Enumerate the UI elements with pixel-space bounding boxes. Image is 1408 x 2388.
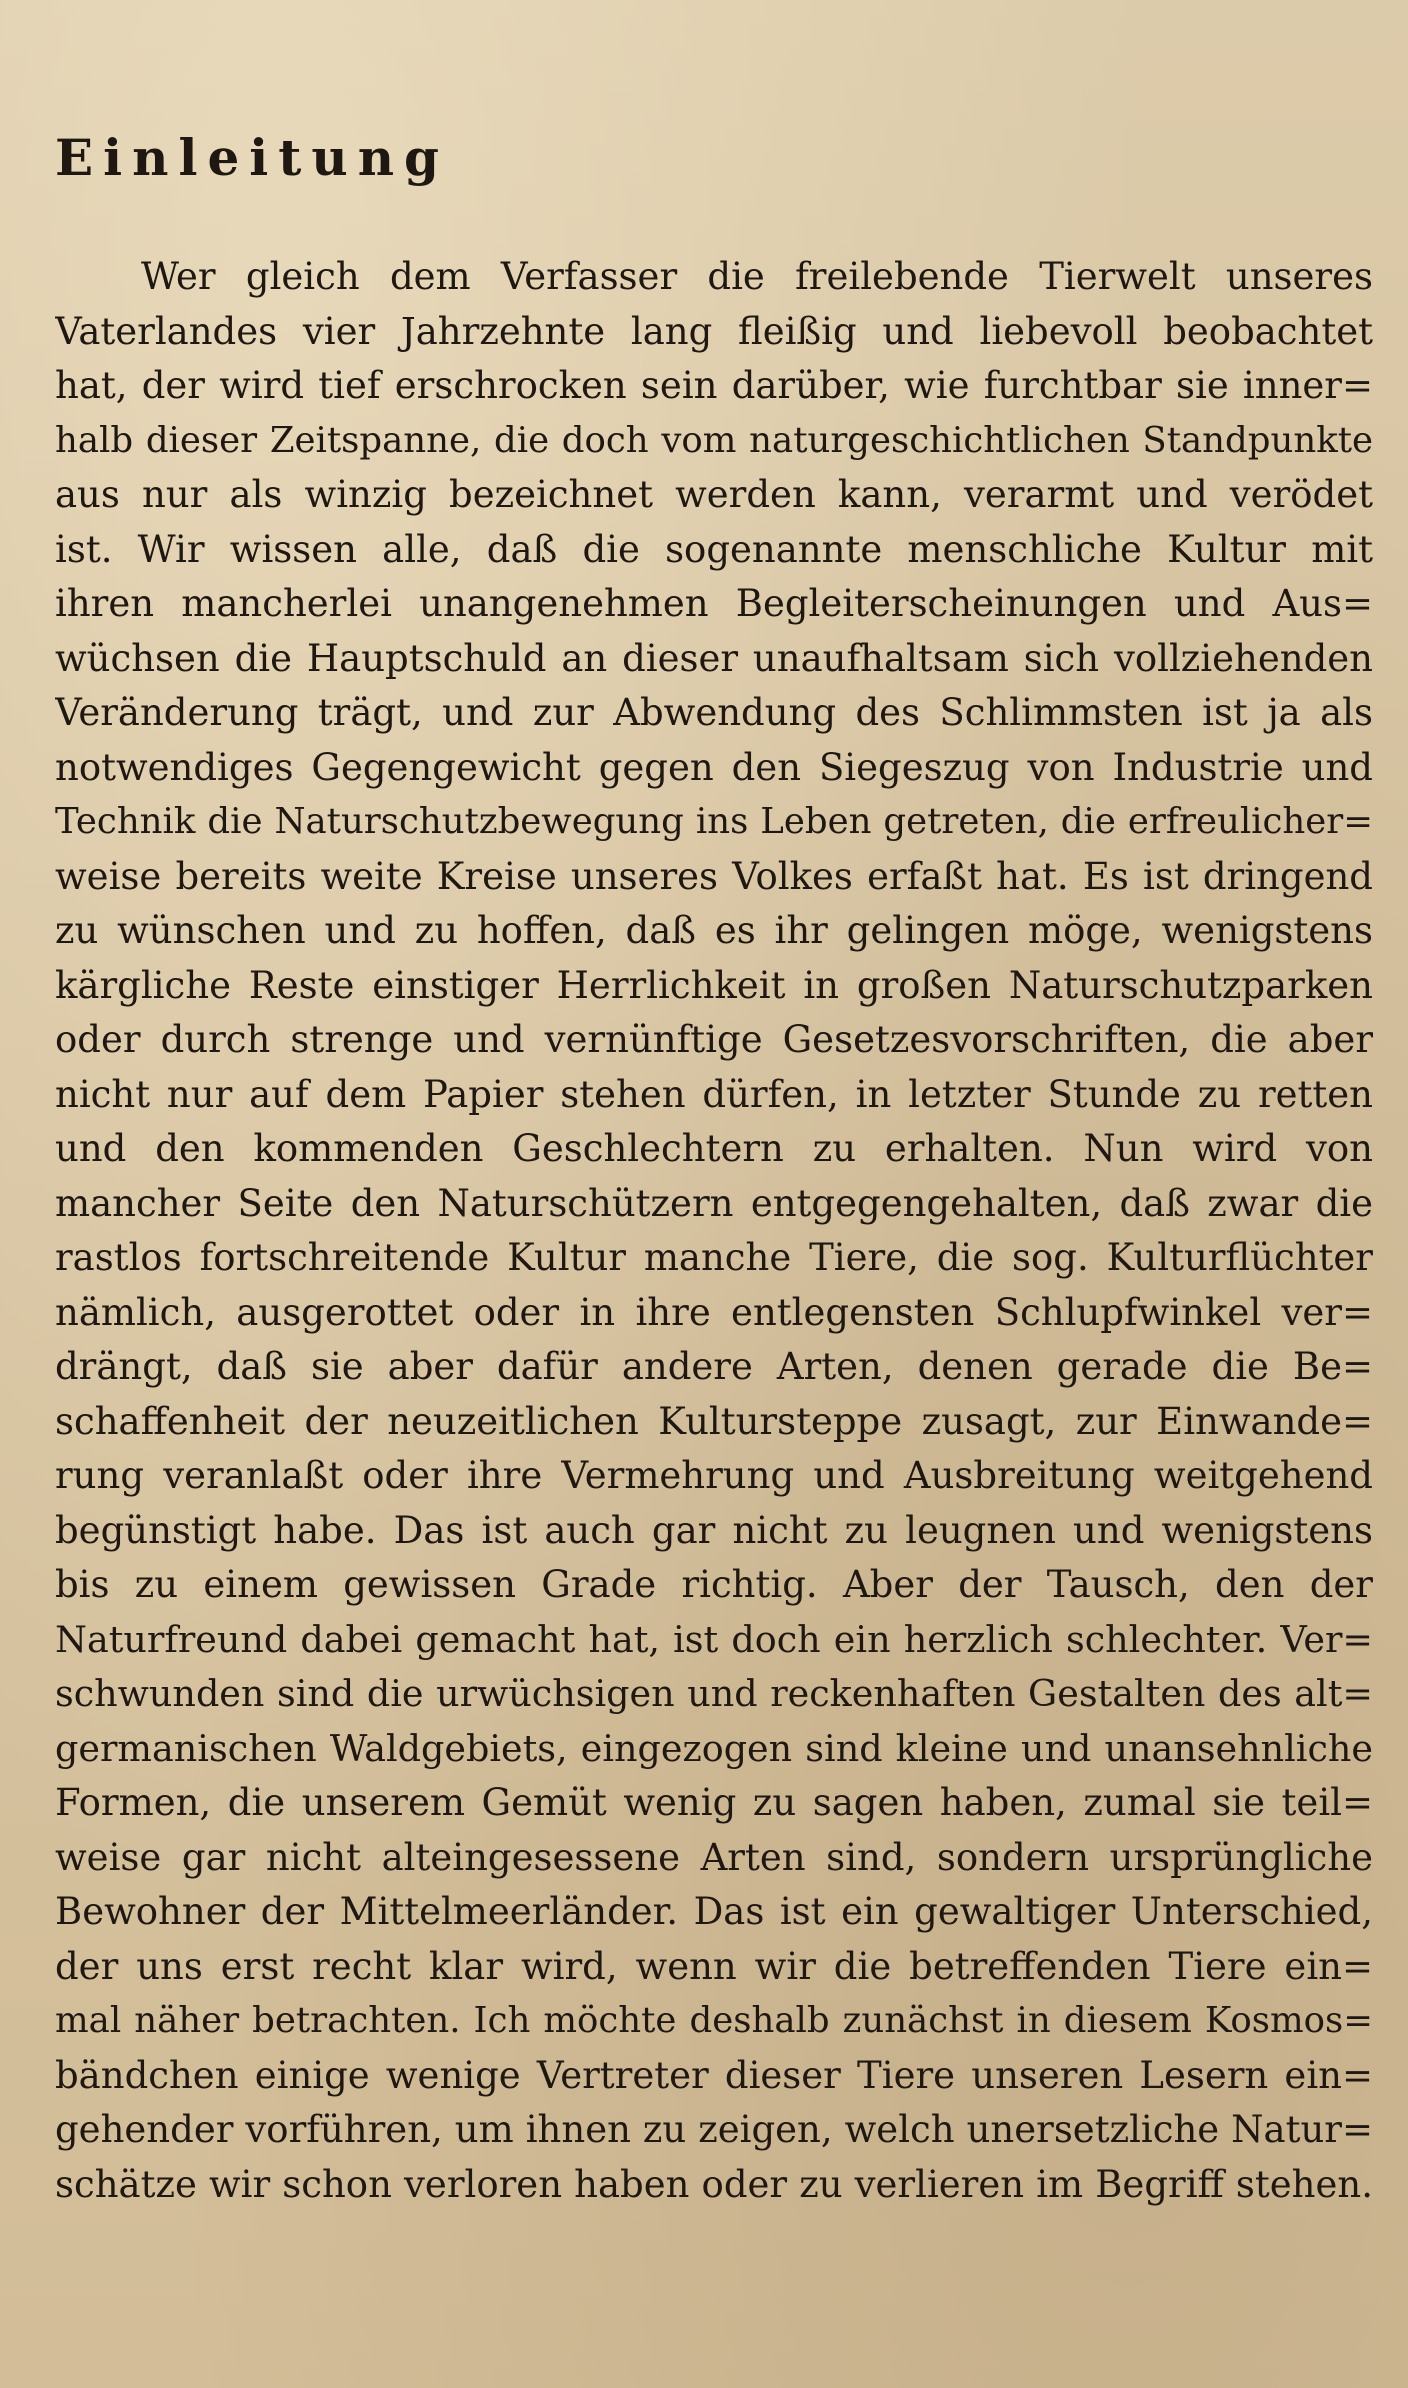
text-line: oder durch strenge und vernünftige Gesetzesvorschriften, die aber	[55, 1018, 1373, 1061]
text-line: bändchen einige wenige Vertreter dieser Tiere unseren Lesern ein=	[55, 2053, 1373, 2097]
text-line: rung veranlaßt oder ihre Vermehrung und Ausbreitung weitgehend	[55, 1454, 1373, 1497]
text-line: schätze wir schon verloren haben oder zu verlieren im Begriff stehen.	[55, 2162, 1373, 2206]
text-line: begünstigt habe. Das ist auch gar nicht zu leugnen und wenigstens	[55, 1508, 1373, 1552]
text-line: halb dieser Zeitspanne, die doch vom naturgeschichtlichen Standpunkte	[55, 419, 1373, 461]
text-line: germanischen Waldgebiets, eingezogen sind kleine und unansehnliche	[55, 1726, 1373, 1770]
text-line: rastlos fortschreitende Kultur manche Tiere, die sog. Kulturflüchter	[55, 1236, 1373, 1279]
text-line: ihren mancherlei unangenehmen Begleiterscheinungen und Aus=	[55, 582, 1373, 625]
text-line: Formen, die unserem Gemüt wenig zu sagen haben, zumal sie teil=	[55, 1781, 1373, 1824]
chapter-heading: Einleitung	[55, 128, 450, 187]
text-line: bis zu einem gewissen Grade richtig. Aber der Tausch, den der	[55, 1563, 1373, 1606]
text-line: Veränderung trägt, und zur Abwendung des Schlimmsten ist ja als	[55, 691, 1373, 734]
text-line: Vaterlandes vier Jahrzehnte lang fleißig und liebevoll beobachtet	[55, 309, 1373, 353]
text-line: gehender vorführen, um ihnen zu zeigen, welch unersetzliche Natur=	[55, 2108, 1373, 2151]
text-line: mancher Seite den Naturschützern entgegengehalten, daß zwar die	[55, 1181, 1373, 1225]
text-line: Bewohner der Mittelmeerländer. Das ist ein gewaltiger Unterschied,	[55, 1890, 1373, 1933]
text-line: Wer gleich dem Verfasser die freilebende Tierwelt unseres	[141, 255, 1373, 298]
text-line: zu wünschen und zu hoffen, daß es ihr gelingen möge, wenigstens	[55, 909, 1373, 952]
text-line: aus nur als winzig bezeichnet werden kann, verarmt und verödet	[55, 473, 1373, 516]
text-line: Naturfreund dabei gemacht hat, ist doch ein herzlich schlechter. Ver=	[55, 1617, 1373, 1661]
text-line: weise bereits weite Kreise unseres Volkes erfaßt hat. Es ist dringend	[55, 854, 1373, 898]
text-line: und den kommenden Geschlechtern zu erhalten. Nun wird von	[55, 1127, 1373, 1170]
text-line: nämlich, ausgerottet oder in ihre entlegensten Schlupfwinkel ver=	[55, 1290, 1373, 1334]
text-line: wüchsen die Hauptschuld an dieser unaufhaltsam sich vollziehenden	[55, 636, 1373, 680]
text-line: mal näher betrachten. Ich möchte deshalb zunächst in diesem Kosmos=	[55, 2000, 1373, 2041]
text-line: schaffenheit der neuzeitlichen Kultursteppe zusagt, zur Einwande=	[55, 1399, 1373, 1443]
text-line: weise gar nicht alteingesessene Arten sind, sondern ursprüngliche	[55, 1835, 1373, 1879]
text-line: drängt, daß sie aber dafür andere Arten, denen gerade die Be=	[55, 1345, 1373, 1388]
text-line: der uns erst recht klar wird, wenn wir die betreffenden Tiere ein=	[55, 1944, 1373, 1988]
text-line: Technik die Naturschutzbewegung ins Leben getreten, die erfreulicher=	[55, 801, 1373, 842]
text-line: hat, der wird tief erschrocken sein darüber, wie furchtbar sie inner=	[55, 364, 1373, 407]
text-line: notwendiges Gegengewicht gegen den Siegeszug von Industrie und	[55, 745, 1373, 789]
text-line: ist. Wir wissen alle, daß die sogenannte menschliche Kultur mit	[55, 527, 1373, 571]
text-line: kärgliche Reste einstiger Herrlichkeit in großen Naturschutzparken	[55, 963, 1373, 1007]
text-line: schwunden sind die urwüchsigen und reckenhaften Gestalten des alt=	[55, 1672, 1373, 1715]
body-paragraph	[55, 250, 1373, 2212]
text-line: nicht nur auf dem Papier stehen dürfen, in letzter Stunde zu retten	[55, 1072, 1373, 1116]
